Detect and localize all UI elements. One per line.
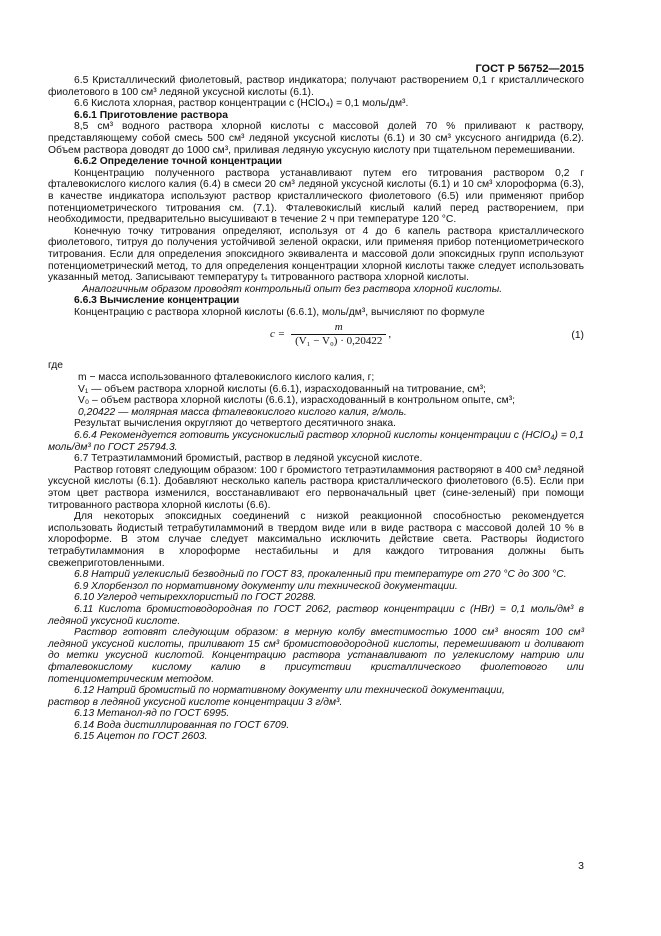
clause-6-8: 6.8 Натрий углекислый безводный по ГОСТ 83, прокаленный при температуре от 270 °С до 300 °С. — [74, 569, 567, 581]
clause-6-15: 6.15 Ацетон по ГОСТ 2603. — [74, 731, 208, 743]
where-item: m − масса использованного фталевокислого кислого калия, г; — [78, 372, 375, 384]
heading-6-6-2: 6.6.2 Определение точной концентрации — [74, 156, 283, 168]
clause-6-7-text-a: Раствор готовят следующим образом: 100 г бромистого тетраэтиламмония растворяют в 400 см³ ледяной уксусной кислоты (6.1). Добавляют несколько капель раствора кристаллического фиолетового (6.5). Если при этом цвет раствора изменился, восстанавливают его первоначальный цвет (сине-зеленый) при помощи титрованного раствора хлорной кислоты (6.6). — [48, 464, 584, 511]
page-number: 3 — [578, 860, 584, 872]
where-item: V₀ – объем раствора хлорной кислоты (6.6.1), израсходованный в контрольном опыте, см³; — [78, 395, 516, 407]
formula-denominator: (V₁ − V₀) · 0,20422 — [291, 334, 386, 348]
clause-6-13: 6.13 Метанол-яд по ГОСТ 6995. — [74, 708, 230, 720]
heading-6-6-1: 6.6.1 Приготовление раствора — [74, 109, 228, 121]
heading-6-6-3: 6.6.3 Вычисление концентрации — [74, 295, 240, 307]
clause-6-6-1-text: 8,5 см³ водного раствора хлорной кислоты с массовой долей 70 % приливают к раствору, представляющему собой смесь 500 см³ ледяной уксусной кислоты (6.1) и 30 см³ уксусного ангидрида (6.2). Объем раствора доводят до 1000 см³, приливая ледяную уксусную кислоту при тщательном перемешивании. — [48, 121, 584, 156]
clause-6-9: 6.9 Хлорбензол по нормативному документу или технической документации. — [74, 580, 458, 592]
clause-6-6-2-text-a: Концентрацию полученного раствора устанавливают путем его титрования раствором 0,2 г фталевокислого кислого калия (6.4) в смеси 20 см³ ледяной уксусной кислоты (6.1) и 10 см³ хлороформа (6.3), в качестве индикатора используют раствор кристаллического фиолетового (6.5) или применяют прибор потенциометрического титрования см. (7.1). Фталевокислый кислый калий перед растворением, при необходимости, предварительно высушивают в течение 2 ч при температуре 120 °С. — [48, 167, 584, 226]
where-item: 0,20422 — молярная масса фталевокислого кислого калия, г/моль. — [78, 406, 407, 418]
formula-1 — [48, 320, 584, 356]
clause-6-6-2-text-b: Конечную точку титрования определяют, используя от 4 до 6 капель раствора кристаллического фиолетового, титруя до получения устойчивой зеленой окраски, или применяя прибор потенциометрического титрования. Если для определения эпоксидного эквивалента и массовой доли эпоксидных групп используют потенциометрический метод, то для определения концентрации хлорной кислоты также следует использовать указанный метод. Записывают температуру tₛ титрованного раствора хлорной кислоты. — [48, 225, 584, 284]
clause-6-12-line-1: 6.12 Натрий бромистый по нормативному документу или технической документации, — [74, 685, 505, 697]
clause-6-6-3-text: Концентрацию c раствора хлорной кислоты (6.6.1), моль/дм³, вычисляют по формуле — [74, 306, 485, 318]
formula-tail: , — [388, 328, 392, 341]
clause-6-11-text: Раствор готовят следующим образом: в мерную колбу вместимостью 1000 см³ вносят 100 см³ ледяной уксусной кислоты, приливают 15 см³ бромистоводородной кислоты, перемешивают и доливают до метки уксусной кислотой. Концентрацию раствора устанавливают по углекислому натрию или фталевокислому кислому калию в присутствии кристаллического фиолетового или потенциометрическим методом. — [48, 627, 584, 685]
clause-6-5: 6.5 Кристаллический фиолетовый, раствор индикатора; получают растворением 0,1 г кристаллического фиолетового в 100 см³ ледяной уксусной кислоты (6.1). — [48, 75, 584, 98]
clause-6-11: 6.11 Кислота бромистоводородная по ГОСТ 2062, раствор концентрации с (HBr) = 0,1 моль/дм³ в ледяной уксусной кислоте. — [48, 603, 584, 627]
page-body — [48, 75, 584, 743]
where-item: V₁ — объем раствора хлорной кислоты (6.6.1), израсходованный на титрование, см³; — [78, 383, 486, 395]
clause-6-10: 6.10 Углерод четыреххлористый по ГОСТ 20288. — [74, 592, 317, 604]
clause-6-7: 6.7 Тетраэтиламмоний бромистый, раствор в ледяной уксусной кислоте. — [74, 453, 423, 465]
rounding-note: Результат вычисления округляют до четвертого десятичного знака. — [74, 418, 396, 430]
where-label: где — [48, 360, 64, 372]
document-code: ГОСТ Р 56752—2015 — [475, 63, 584, 75]
formula-lhs: c = — [270, 328, 286, 341]
clause-6-6-2-text-c: Аналогичным образом проводят контрольный опыт без раствора хлорной кислоты. — [82, 283, 503, 295]
clause-6-7-text-b: Для некоторых эпоксидных соединений с низкой реакционной способностью рекомендуется использовать йодистый тетрабутиламмоний в твердом виде или в виде раствора с массовой долей 10 % в хлороформе. В этом случае следует максимально исключить действие света. Растворы йодистого тетрабутиламмония в хлороформе нестабильны и для каждого титрования должны быть свежеприготовленными. — [48, 511, 584, 569]
formula-numerator: m — [334, 321, 343, 334]
clause-6-14: 6.14 Вода дистиллированная по ГОСТ 6709. — [74, 719, 290, 731]
clause-6-6: 6.6 Кислота хлорная, раствор концентрации с (HClO₄) = 0,1 моль/дм³. — [74, 98, 409, 110]
formula-number: (1) — [571, 330, 584, 342]
clause-6-12-line-2: раствор в ледяной уксусной кислоте концентрации 3 г/дм³. — [48, 696, 343, 708]
clause-6-6-4: 6.6.4 Рекомендуется готовить уксуснокислый раствор хлорной кислоты концентрации с (HClO₄) = 0,1 моль/дм³ по ГОСТ 25794.3. — [48, 430, 584, 453]
